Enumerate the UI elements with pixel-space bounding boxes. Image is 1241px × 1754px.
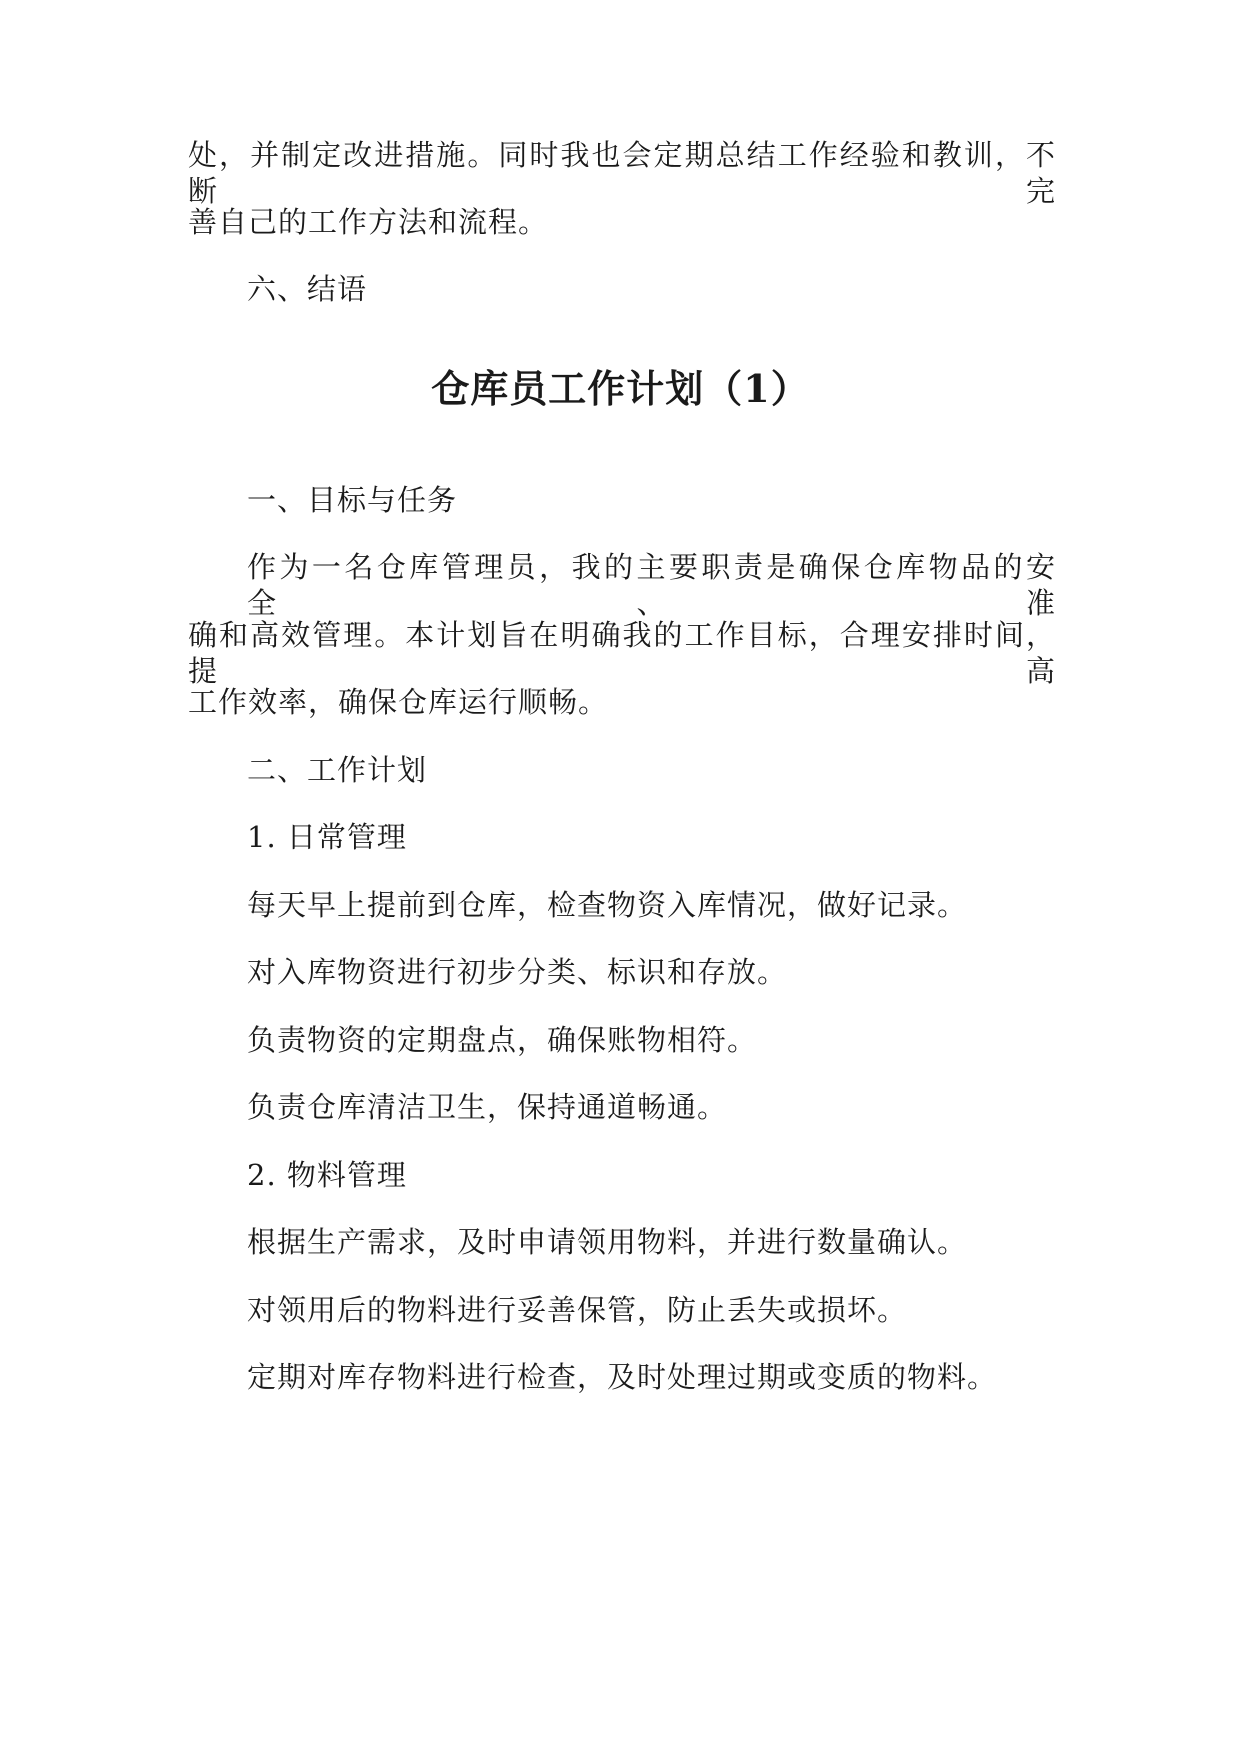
list-item: 对领用后的物料进行妥善保管，防止丢失或损坏。 bbox=[247, 1293, 908, 1327]
paragraph-line: 善自己的工作方法和流程。 bbox=[188, 205, 549, 239]
subsection-heading-daily: 1. 日常管理 bbox=[247, 820, 407, 854]
paragraph-line: 工作效率，确保仓库运行顺畅。 bbox=[188, 685, 609, 719]
paragraph-line: 处，并制定改进措施。同时我也会定期总结工作经验和教训，不断完 bbox=[188, 138, 1056, 208]
paragraph-line: 作为一名仓库管理员，我的主要职责是确保仓库物品的安全、准 bbox=[247, 550, 1056, 620]
subsection-heading-material: 2. 物料管理 bbox=[247, 1158, 407, 1192]
paragraph-line: 确和高效管理。本计划旨在明确我的工作目标，合理安排时间，提高 bbox=[188, 618, 1056, 688]
list-item: 定期对库存物料进行检查，及时处理过期或变质的物料。 bbox=[247, 1360, 998, 1394]
list-item: 对入库物资进行初步分类、标识和存放。 bbox=[247, 955, 788, 989]
document-title: 仓库员工作计划（1） bbox=[431, 366, 810, 411]
section-heading-goals: 一、目标与任务 bbox=[247, 483, 458, 517]
list-item: 每天早上提前到仓库，检查物资入库情况，做好记录。 bbox=[247, 888, 968, 922]
list-item: 负责仓库清洁卫生，保持通道畅通。 bbox=[247, 1090, 728, 1124]
section-heading-work-plan: 二、工作计划 bbox=[247, 753, 428, 787]
section-heading-conclusion: 六、结语 bbox=[247, 272, 368, 306]
list-item: 根据生产需求，及时申请领用物料，并进行数量确认。 bbox=[247, 1225, 968, 1259]
list-item: 负责物资的定期盘点，确保账物相符。 bbox=[247, 1023, 758, 1057]
